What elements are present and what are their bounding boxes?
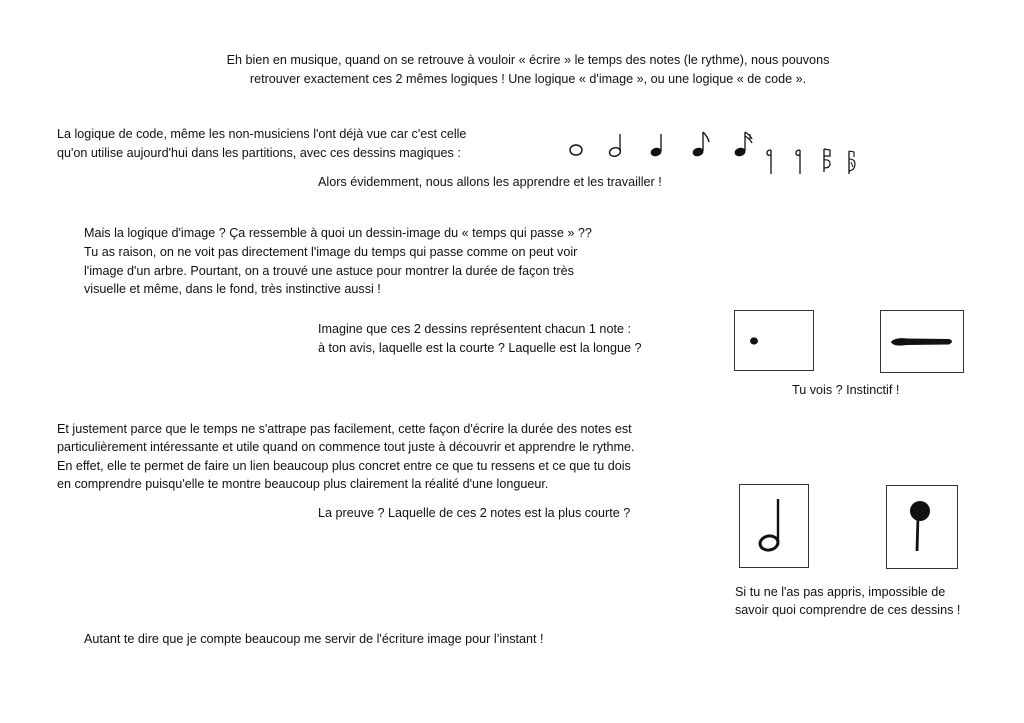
whole-note-icon bbox=[566, 140, 586, 160]
image-logic-line-4: visuelle et même, dans le fond, très instinctive aussi ! bbox=[84, 282, 381, 296]
imagine-line-2: à ton avis, laquelle est la courte ? Laquelle est la longue ? bbox=[318, 341, 642, 355]
quarter-rest-icon bbox=[764, 146, 778, 176]
code-logic-line-1: La logique de code, même les non-musiciens l'ont déjà vue car c'est celle bbox=[57, 127, 467, 141]
image-logic-line-1: Mais la logique d'image ? Ça ressemble à quoi un dessin-image du « temps qui passe » ?? bbox=[84, 226, 592, 240]
sixteenth-note-icon bbox=[731, 129, 757, 159]
rhythm-line-1: Et justement parce que le temps ne s'attrape pas facilement, cette façon d'écrire la durée des notes est bbox=[57, 422, 632, 436]
long-line-mark-icon bbox=[887, 335, 957, 349]
short-note-drawing-box bbox=[734, 310, 814, 371]
thirty-second-rest-icon bbox=[843, 148, 859, 178]
imagine-caption: Tu vois ? Instinctif ! bbox=[792, 383, 900, 397]
intro-line-2: retrouver exactement ces 2 mêmes logiques ! Une logique « d'image », ou une logique « de code ». bbox=[249, 72, 807, 86]
dot-mark-icon bbox=[748, 335, 760, 347]
image-logic-line-2: Tu as raison, on ne voit pas directement l'image du temps qui passe comme on peut voir bbox=[84, 245, 578, 259]
closing-line: Autant te dire que je compte beaucoup me servir de l'écriture image pour l’instant ! bbox=[84, 632, 544, 646]
code-logic-line-2: qu'on utilise aujourd'hui dans les partitions, avec ces dessins magiques : bbox=[57, 146, 461, 160]
rhythm-line-3: En effet, elle te permet de faire un lien beaucoup plus concret entre ce que tu ressens et ce que tu dois bbox=[57, 459, 631, 473]
rhythm-proof: La preuve ? Laquelle de ces 2 notes est la plus courte ? bbox=[318, 506, 631, 520]
notes-caption-line-1: Si tu ne l'as pas appris, impossible de bbox=[735, 585, 946, 599]
image-logic-line-3: l'image d'un arbre. Pourtant, on a trouvé une astuce pour montrer la durée de façon très bbox=[84, 264, 574, 278]
quarter-note-icon bbox=[647, 131, 667, 159]
eighth-note-icon bbox=[689, 129, 713, 159]
sixteenth-rest-icon bbox=[818, 146, 834, 176]
half-note-icon bbox=[754, 495, 794, 555]
quarter-note-drawing-box bbox=[886, 485, 958, 569]
long-note-drawing-box bbox=[880, 310, 964, 373]
quarter-note-icon bbox=[907, 496, 947, 560]
imagine-line-1: Imagine que ces 2 dessins représentent chacun 1 note : bbox=[318, 322, 631, 336]
rhythm-line-2: particulièrement intéressante et utile quand on commence tout juste à découvrir et apprendre le rythme. bbox=[57, 440, 635, 454]
intro-line-1: Eh bien en musique, quand on se retrouve à vouloir « écrire » le temps des notes (le rythme), nous pouvons bbox=[226, 53, 830, 67]
notes-caption-line-2: savoir quoi comprendre de ces dessins ! bbox=[735, 603, 961, 617]
rhythm-line-4: en comprendre puisqu'elle te montre beaucoup plus clairement la réalité d'une longueur. bbox=[57, 477, 549, 491]
eighth-rest-icon bbox=[793, 146, 807, 176]
half-note-icon bbox=[606, 131, 626, 159]
code-logic-conclusion: Alors évidemment, nous allons les apprendre et les travailler ! bbox=[318, 175, 662, 189]
half-note-drawing-box bbox=[739, 484, 809, 568]
